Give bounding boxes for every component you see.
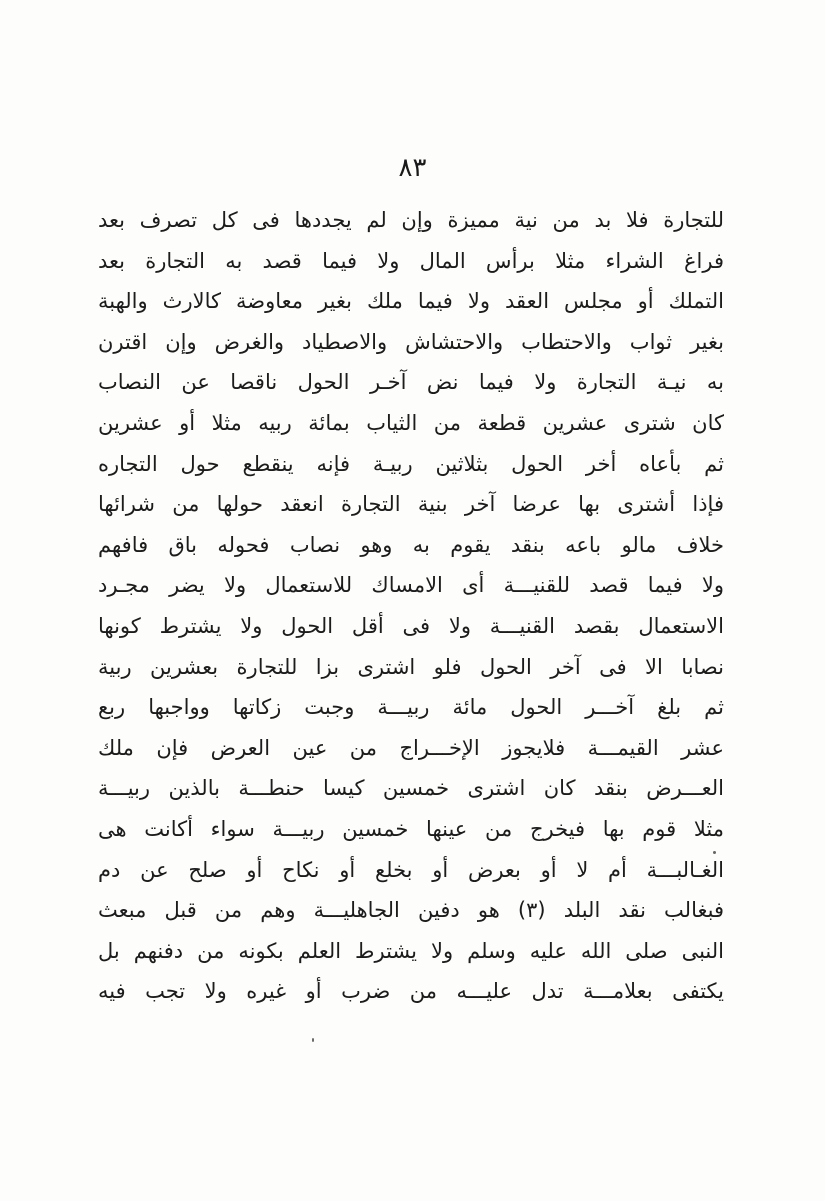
text-line: بغير ثواب والاحتطاب والاحتشاش والاصطياد والغرض وإن اقترن bbox=[98, 329, 724, 354]
scan-speck bbox=[312, 1038, 314, 1042]
text-line: ثم بلغ آخـــر الحول مائة ربيـــة وجبت زكاتها وواجبها ربع bbox=[98, 695, 724, 720]
text-line: التملك أو مجلس العقد ولا فيما ملك بغير معاوضة كالارث والهبة bbox=[98, 289, 724, 314]
text-line: الغـالبـــة أم لا أو بعرض أو بخلع أو نكاح أو صلح عن دم bbox=[98, 857, 724, 882]
page-number: ٨٣ bbox=[398, 153, 427, 183]
text-line: نصابا الا فى آخر الحول فلو اشترى بزا للتجارة بعشرين ربية bbox=[98, 654, 724, 679]
text-line: كان شترى عشرين قطعة من الثياب بمائة ربيه مثلا أو عشرين bbox=[98, 410, 724, 435]
text-line: خلاف مالو باعه بنقد يقوم به وهو نصاب فحوله باق فافهم bbox=[98, 532, 724, 557]
text-line: للتجارة فلا بد من نية مميزة وإن لم يجددها فى كل تصرف بعد bbox=[98, 208, 724, 232]
text-line: العـــرض بنقد كان اشترى خمسين كيسا حنطـــة بالذين ربيـــة bbox=[98, 776, 724, 801]
text-line: يكتفى بعلامـــة تدل عليـــه من ضرب أو غيره ولا تجب فيه bbox=[98, 979, 724, 1004]
text-line: النبى صلى الله عليه وسلم ولا يشترط العلم بكونه من دفنهم بل bbox=[98, 938, 724, 963]
text-line: فراغ الشراء مثلا برأس المال ولا فيما قصد به التجارة بعد bbox=[98, 248, 724, 273]
text-line: عشر القيمـــة فلايجوز الإخـــراج من عين العرض فإن ملك bbox=[98, 735, 724, 760]
text-line: ولا فيما قصد للقنيـــة أى الامساك للاستعمال ولا يضر مجـرد bbox=[98, 573, 724, 598]
text-line: به نيـة التجارة ولا فيما نض آخـر الحول ناقصا عن النصاب bbox=[98, 370, 724, 395]
body-text bbox=[98, 200, 724, 1012]
scan-speck bbox=[713, 851, 716, 854]
text-line: فإذا أشترى بها عرضا آخر بنية التجارة انعقد حولها من شرائها bbox=[98, 492, 724, 517]
text-line: فبغالب نقد البلد (٣) هو دفين الجاهليـــة وهم من قبل مبعث bbox=[98, 898, 724, 923]
text-line: الاستعمال بقصد القنيـــة ولا فى أقل الحول ولا يشترط كونها bbox=[98, 613, 724, 638]
text-line: مثلا قوم بها فيخرج من عينها خمسين ربيـــة سواء أكانت هى bbox=[98, 816, 724, 841]
text-line: ثم بأعاه أخر الحول بثلاثين ربيـة فإنه ينقطع حول التجاره bbox=[98, 451, 724, 476]
